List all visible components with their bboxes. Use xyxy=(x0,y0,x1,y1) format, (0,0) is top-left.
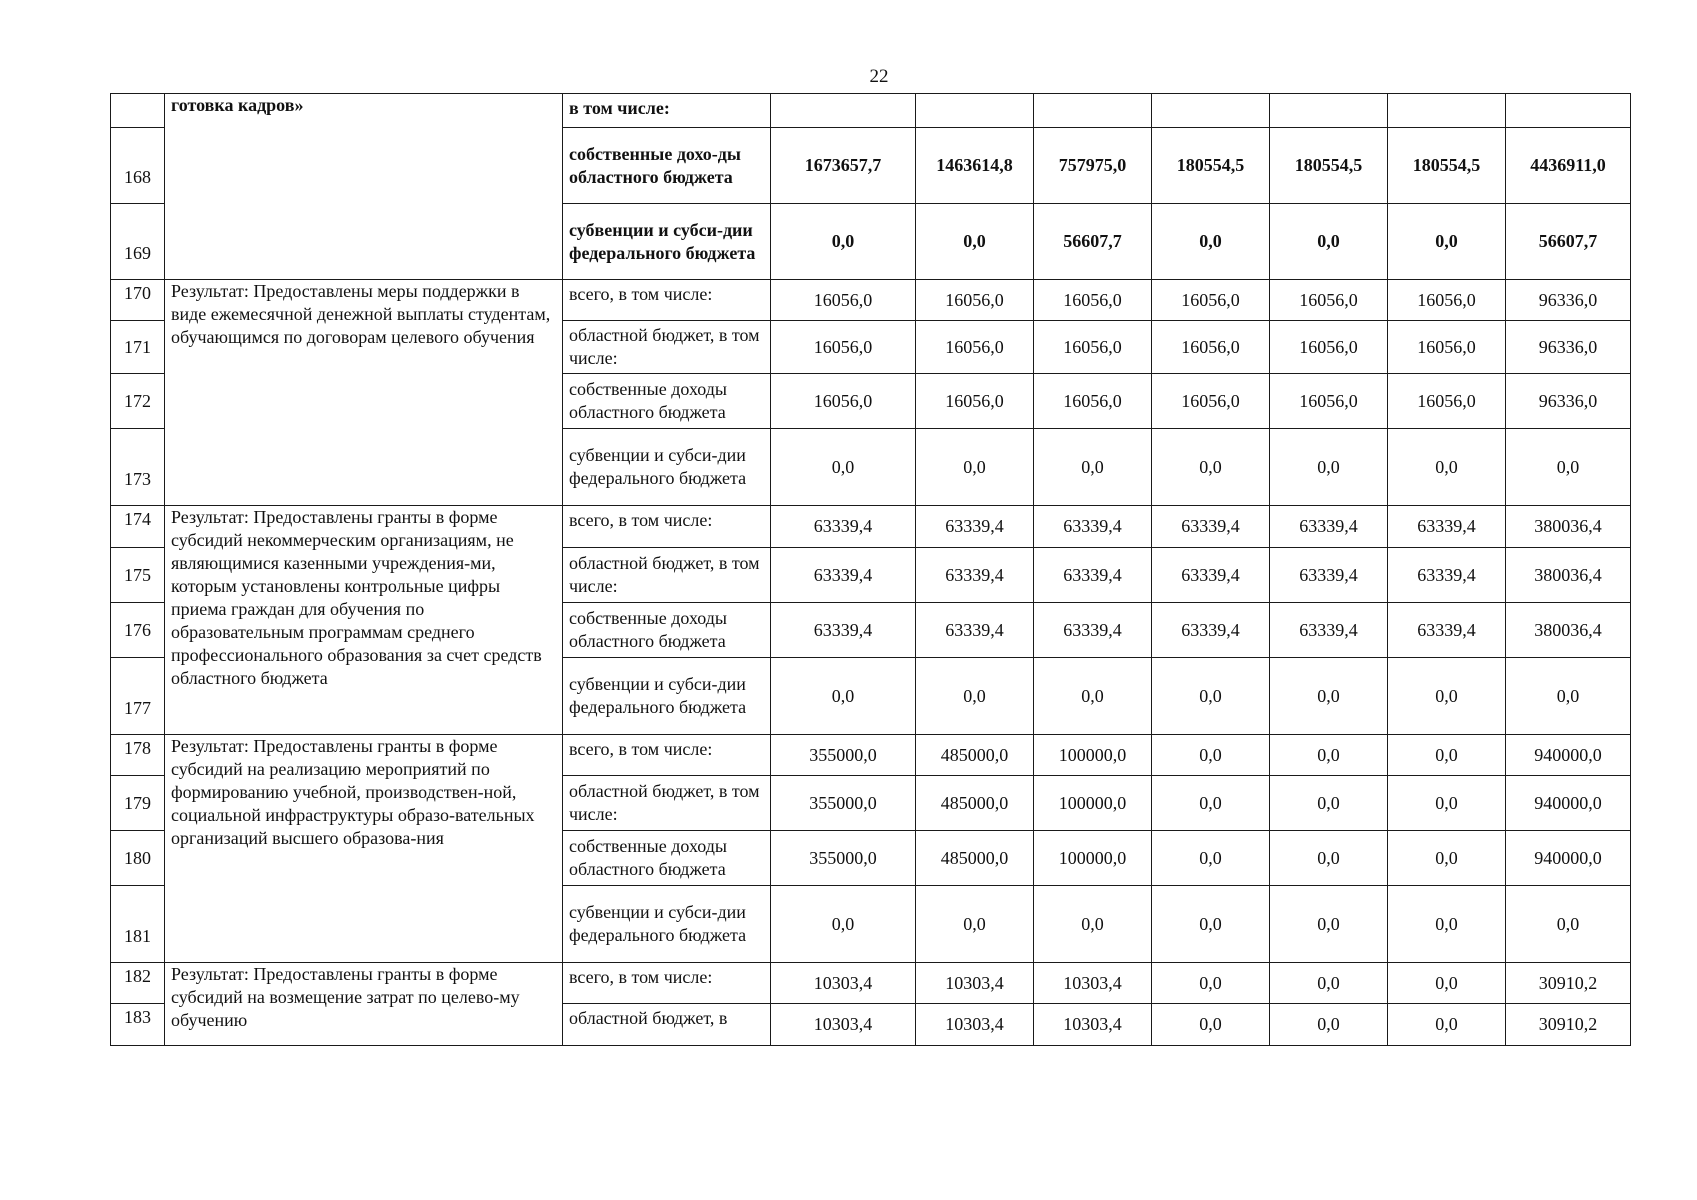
amount-cell: 940000,0 xyxy=(1506,735,1631,776)
amount-cell: 16056,0 xyxy=(771,280,916,321)
amount-cell: 30910,2 xyxy=(1506,963,1631,1004)
amount-cell: 0,0 xyxy=(1152,204,1270,280)
amount-cell: 0,0 xyxy=(1034,658,1152,735)
amount-cell: 63339,4 xyxy=(771,548,916,603)
amount-cell: 63339,4 xyxy=(1152,548,1270,603)
row-number: 168 xyxy=(111,128,165,204)
amount-cell: 0,0 xyxy=(1152,776,1270,831)
amount-cell: 1463614,8 xyxy=(916,128,1034,204)
amount-cell: 0,0 xyxy=(771,886,916,963)
amount-cell: 0,0 xyxy=(916,204,1034,280)
funding-source: всего, в том числе: xyxy=(563,963,771,1004)
row-number: 178 xyxy=(111,735,165,776)
funding-source: областной бюджет, в том числе: xyxy=(563,321,771,374)
amount-cell: 16056,0 xyxy=(1388,321,1506,374)
amount-cell: 0,0 xyxy=(1388,429,1506,506)
amount-cell: 30910,2 xyxy=(1506,1004,1631,1046)
amount-cell: 10303,4 xyxy=(916,963,1034,1004)
amount-cell: 100000,0 xyxy=(1034,776,1152,831)
amount-cell: 0,0 xyxy=(1388,776,1506,831)
amount-cell: 0,0 xyxy=(1034,886,1152,963)
amount-cell: 10303,4 xyxy=(916,1004,1034,1046)
amount-cell: 380036,4 xyxy=(1506,548,1631,603)
row-number: 169 xyxy=(111,204,165,280)
amount-cell: 16056,0 xyxy=(916,280,1034,321)
amount-cell: 63339,4 xyxy=(1388,548,1506,603)
amount-cell: 0,0 xyxy=(1034,429,1152,506)
funding-source: всего, в том числе: xyxy=(563,506,771,548)
amount-cell: 16056,0 xyxy=(916,321,1034,374)
amount-cell: 63339,4 xyxy=(916,506,1034,548)
funding-source: субвенции и субси-дии федерального бюджета xyxy=(563,429,771,506)
amount-cell: 180554,5 xyxy=(1152,128,1270,204)
funding-source: в том числе: xyxy=(563,94,771,128)
amount-cell: 0,0 xyxy=(1270,204,1388,280)
table-row xyxy=(111,94,1631,128)
amount-cell: 100000,0 xyxy=(1034,735,1152,776)
row-number: 170 xyxy=(111,280,165,321)
amount-cell: 0,0 xyxy=(771,204,916,280)
amount-cell: 16056,0 xyxy=(1152,374,1270,429)
amount-cell: 96336,0 xyxy=(1506,374,1631,429)
amount-cell: 16056,0 xyxy=(1152,321,1270,374)
amount-cell: 4436911,0 xyxy=(1506,128,1631,204)
amount-cell xyxy=(1506,94,1631,128)
amount-cell: 757975,0 xyxy=(1034,128,1152,204)
funding-source: областной бюджет, в xyxy=(563,1004,771,1046)
result-description: Результат: Предоставлены гранты в форме субсидий на реализацию мероприятий по формированию учебной, производствен-ной, социальной инфраструктуры образо-вательных организаций высшего образова-ния xyxy=(165,735,563,963)
amount-cell: 0,0 xyxy=(1152,735,1270,776)
row-number: 176 xyxy=(111,603,165,658)
amount-cell: 355000,0 xyxy=(771,831,916,886)
amount-cell: 485000,0 xyxy=(916,831,1034,886)
amount-cell: 485000,0 xyxy=(916,776,1034,831)
amount-cell: 485000,0 xyxy=(916,735,1034,776)
table-row xyxy=(111,506,1631,548)
row-number: 175 xyxy=(111,548,165,603)
row-number: 173 xyxy=(111,429,165,506)
amount-cell: 0,0 xyxy=(1506,429,1631,506)
row-number: 171 xyxy=(111,321,165,374)
amount-cell: 96336,0 xyxy=(1506,280,1631,321)
funding-source: всего, в том числе: xyxy=(563,280,771,321)
amount-cell: 0,0 xyxy=(1270,735,1388,776)
budget-table xyxy=(110,93,1631,1046)
amount-cell: 0,0 xyxy=(1270,658,1388,735)
amount-cell: 940000,0 xyxy=(1506,776,1631,831)
amount-cell xyxy=(1034,94,1152,128)
amount-cell: 10303,4 xyxy=(771,963,916,1004)
table-row xyxy=(111,280,1631,321)
funding-source: собственные дохо-ды областного бюджета xyxy=(563,128,771,204)
amount-cell: 16056,0 xyxy=(1152,280,1270,321)
amount-cell: 0,0 xyxy=(1270,776,1388,831)
amount-cell: 16056,0 xyxy=(1388,374,1506,429)
amount-cell: 63339,4 xyxy=(1152,603,1270,658)
amount-cell: 63339,4 xyxy=(1270,548,1388,603)
amount-cell: 63339,4 xyxy=(916,603,1034,658)
row-number xyxy=(111,94,165,128)
amount-cell: 63339,4 xyxy=(1034,548,1152,603)
amount-cell: 0,0 xyxy=(916,658,1034,735)
table-body xyxy=(111,94,1631,1046)
amount-cell: 0,0 xyxy=(1152,1004,1270,1046)
funding-source: субвенции и субси-дии федерального бюджета xyxy=(563,204,771,280)
amount-cell: 16056,0 xyxy=(1270,280,1388,321)
amount-cell: 0,0 xyxy=(1388,886,1506,963)
amount-cell xyxy=(1270,94,1388,128)
result-description: готовка кадров» xyxy=(165,94,563,280)
result-description: Результат: Предоставлены гранты в форме субсидий некоммерческим организациям, не являющимися казенными учреждения-ми, которым установлены контрольные цифры приема граждан для обучения по образовательным программам среднего профессионального образования за счет средств областного бюджета xyxy=(165,506,563,735)
amount-cell: 63339,4 xyxy=(1034,603,1152,658)
amount-cell: 56607,7 xyxy=(1506,204,1631,280)
amount-cell: 0,0 xyxy=(1388,735,1506,776)
amount-cell: 0,0 xyxy=(1152,658,1270,735)
row-number: 181 xyxy=(111,886,165,963)
amount-cell: 0,0 xyxy=(1270,963,1388,1004)
amount-cell: 16056,0 xyxy=(771,321,916,374)
amount-cell: 940000,0 xyxy=(1506,831,1631,886)
amount-cell: 10303,4 xyxy=(1034,1004,1152,1046)
amount-cell: 0,0 xyxy=(771,658,916,735)
funding-source: субвенции и субси-дии федерального бюджета xyxy=(563,886,771,963)
amount-cell: 0,0 xyxy=(1270,429,1388,506)
funding-source: собственные доходы областного бюджета xyxy=(563,603,771,658)
amount-cell: 0,0 xyxy=(916,886,1034,963)
amount-cell: 16056,0 xyxy=(1270,321,1388,374)
amount-cell: 63339,4 xyxy=(1152,506,1270,548)
amount-cell: 0,0 xyxy=(916,429,1034,506)
amount-cell: 0,0 xyxy=(1152,886,1270,963)
amount-cell: 355000,0 xyxy=(771,735,916,776)
row-number: 174 xyxy=(111,506,165,548)
funding-source: всего, в том числе: xyxy=(563,735,771,776)
amount-cell: 96336,0 xyxy=(1506,321,1631,374)
amount-cell: 16056,0 xyxy=(1388,280,1506,321)
amount-cell: 10303,4 xyxy=(1034,963,1152,1004)
amount-cell: 0,0 xyxy=(1270,831,1388,886)
amount-cell: 16056,0 xyxy=(771,374,916,429)
amount-cell: 63339,4 xyxy=(1270,603,1388,658)
amount-cell: 63339,4 xyxy=(1270,506,1388,548)
amount-cell: 63339,4 xyxy=(1034,506,1152,548)
amount-cell: 1673657,7 xyxy=(771,128,916,204)
amount-cell: 16056,0 xyxy=(1034,280,1152,321)
amount-cell xyxy=(916,94,1034,128)
row-number: 183 xyxy=(111,1004,165,1046)
amount-cell xyxy=(1388,94,1506,128)
amount-cell: 63339,4 xyxy=(771,506,916,548)
amount-cell xyxy=(771,94,916,128)
amount-cell: 0,0 xyxy=(1388,1004,1506,1046)
amount-cell: 0,0 xyxy=(1388,204,1506,280)
amount-cell: 0,0 xyxy=(1506,886,1631,963)
page-number: 22 xyxy=(869,66,889,87)
table-row xyxy=(111,735,1631,776)
funding-source: областной бюджет, в том числе: xyxy=(563,776,771,831)
row-number: 172 xyxy=(111,374,165,429)
funding-source: областной бюджет, в том числе: xyxy=(563,548,771,603)
amount-cell: 63339,4 xyxy=(916,548,1034,603)
row-number: 180 xyxy=(111,831,165,886)
row-number: 179 xyxy=(111,776,165,831)
amount-cell: 63339,4 xyxy=(1388,603,1506,658)
amount-cell: 0,0 xyxy=(1152,963,1270,1004)
amount-cell: 16056,0 xyxy=(1270,374,1388,429)
amount-cell: 16056,0 xyxy=(1034,374,1152,429)
amount-cell: 0,0 xyxy=(1152,831,1270,886)
funding-source: субвенции и субси-дии федерального бюджета xyxy=(563,658,771,735)
table-row xyxy=(111,963,1631,1004)
funding-source: собственные доходы областного бюджета xyxy=(563,374,771,429)
amount-cell: 100000,0 xyxy=(1034,831,1152,886)
amount-cell: 0,0 xyxy=(1388,658,1506,735)
amount-cell: 63339,4 xyxy=(771,603,916,658)
amount-cell: 63339,4 xyxy=(1388,506,1506,548)
amount-cell: 0,0 xyxy=(1270,1004,1388,1046)
amount-cell: 0,0 xyxy=(1388,963,1506,1004)
amount-cell: 0,0 xyxy=(1506,658,1631,735)
amount-cell: 16056,0 xyxy=(916,374,1034,429)
amount-cell: 16056,0 xyxy=(1034,321,1152,374)
amount-cell: 0,0 xyxy=(1270,886,1388,963)
row-number: 182 xyxy=(111,963,165,1004)
amount-cell xyxy=(1152,94,1270,128)
amount-cell: 0,0 xyxy=(1388,831,1506,886)
amount-cell: 180554,5 xyxy=(1270,128,1388,204)
amount-cell: 380036,4 xyxy=(1506,506,1631,548)
amount-cell: 180554,5 xyxy=(1388,128,1506,204)
amount-cell: 10303,4 xyxy=(771,1004,916,1046)
funding-source: собственные доходы областного бюджета xyxy=(563,831,771,886)
amount-cell: 355000,0 xyxy=(771,776,916,831)
amount-cell: 0,0 xyxy=(1152,429,1270,506)
amount-cell: 0,0 xyxy=(771,429,916,506)
row-number: 177 xyxy=(111,658,165,735)
amount-cell: 380036,4 xyxy=(1506,603,1631,658)
result-description: Результат: Предоставлены гранты в форме субсидий на возмещение затрат по целево-му обучению xyxy=(165,963,563,1046)
result-description: Результат: Предоставлены меры поддержки в виде ежемесячной денежной выплаты студентам, обучающимся по договорам целевого обучения xyxy=(165,280,563,506)
amount-cell: 56607,7 xyxy=(1034,204,1152,280)
